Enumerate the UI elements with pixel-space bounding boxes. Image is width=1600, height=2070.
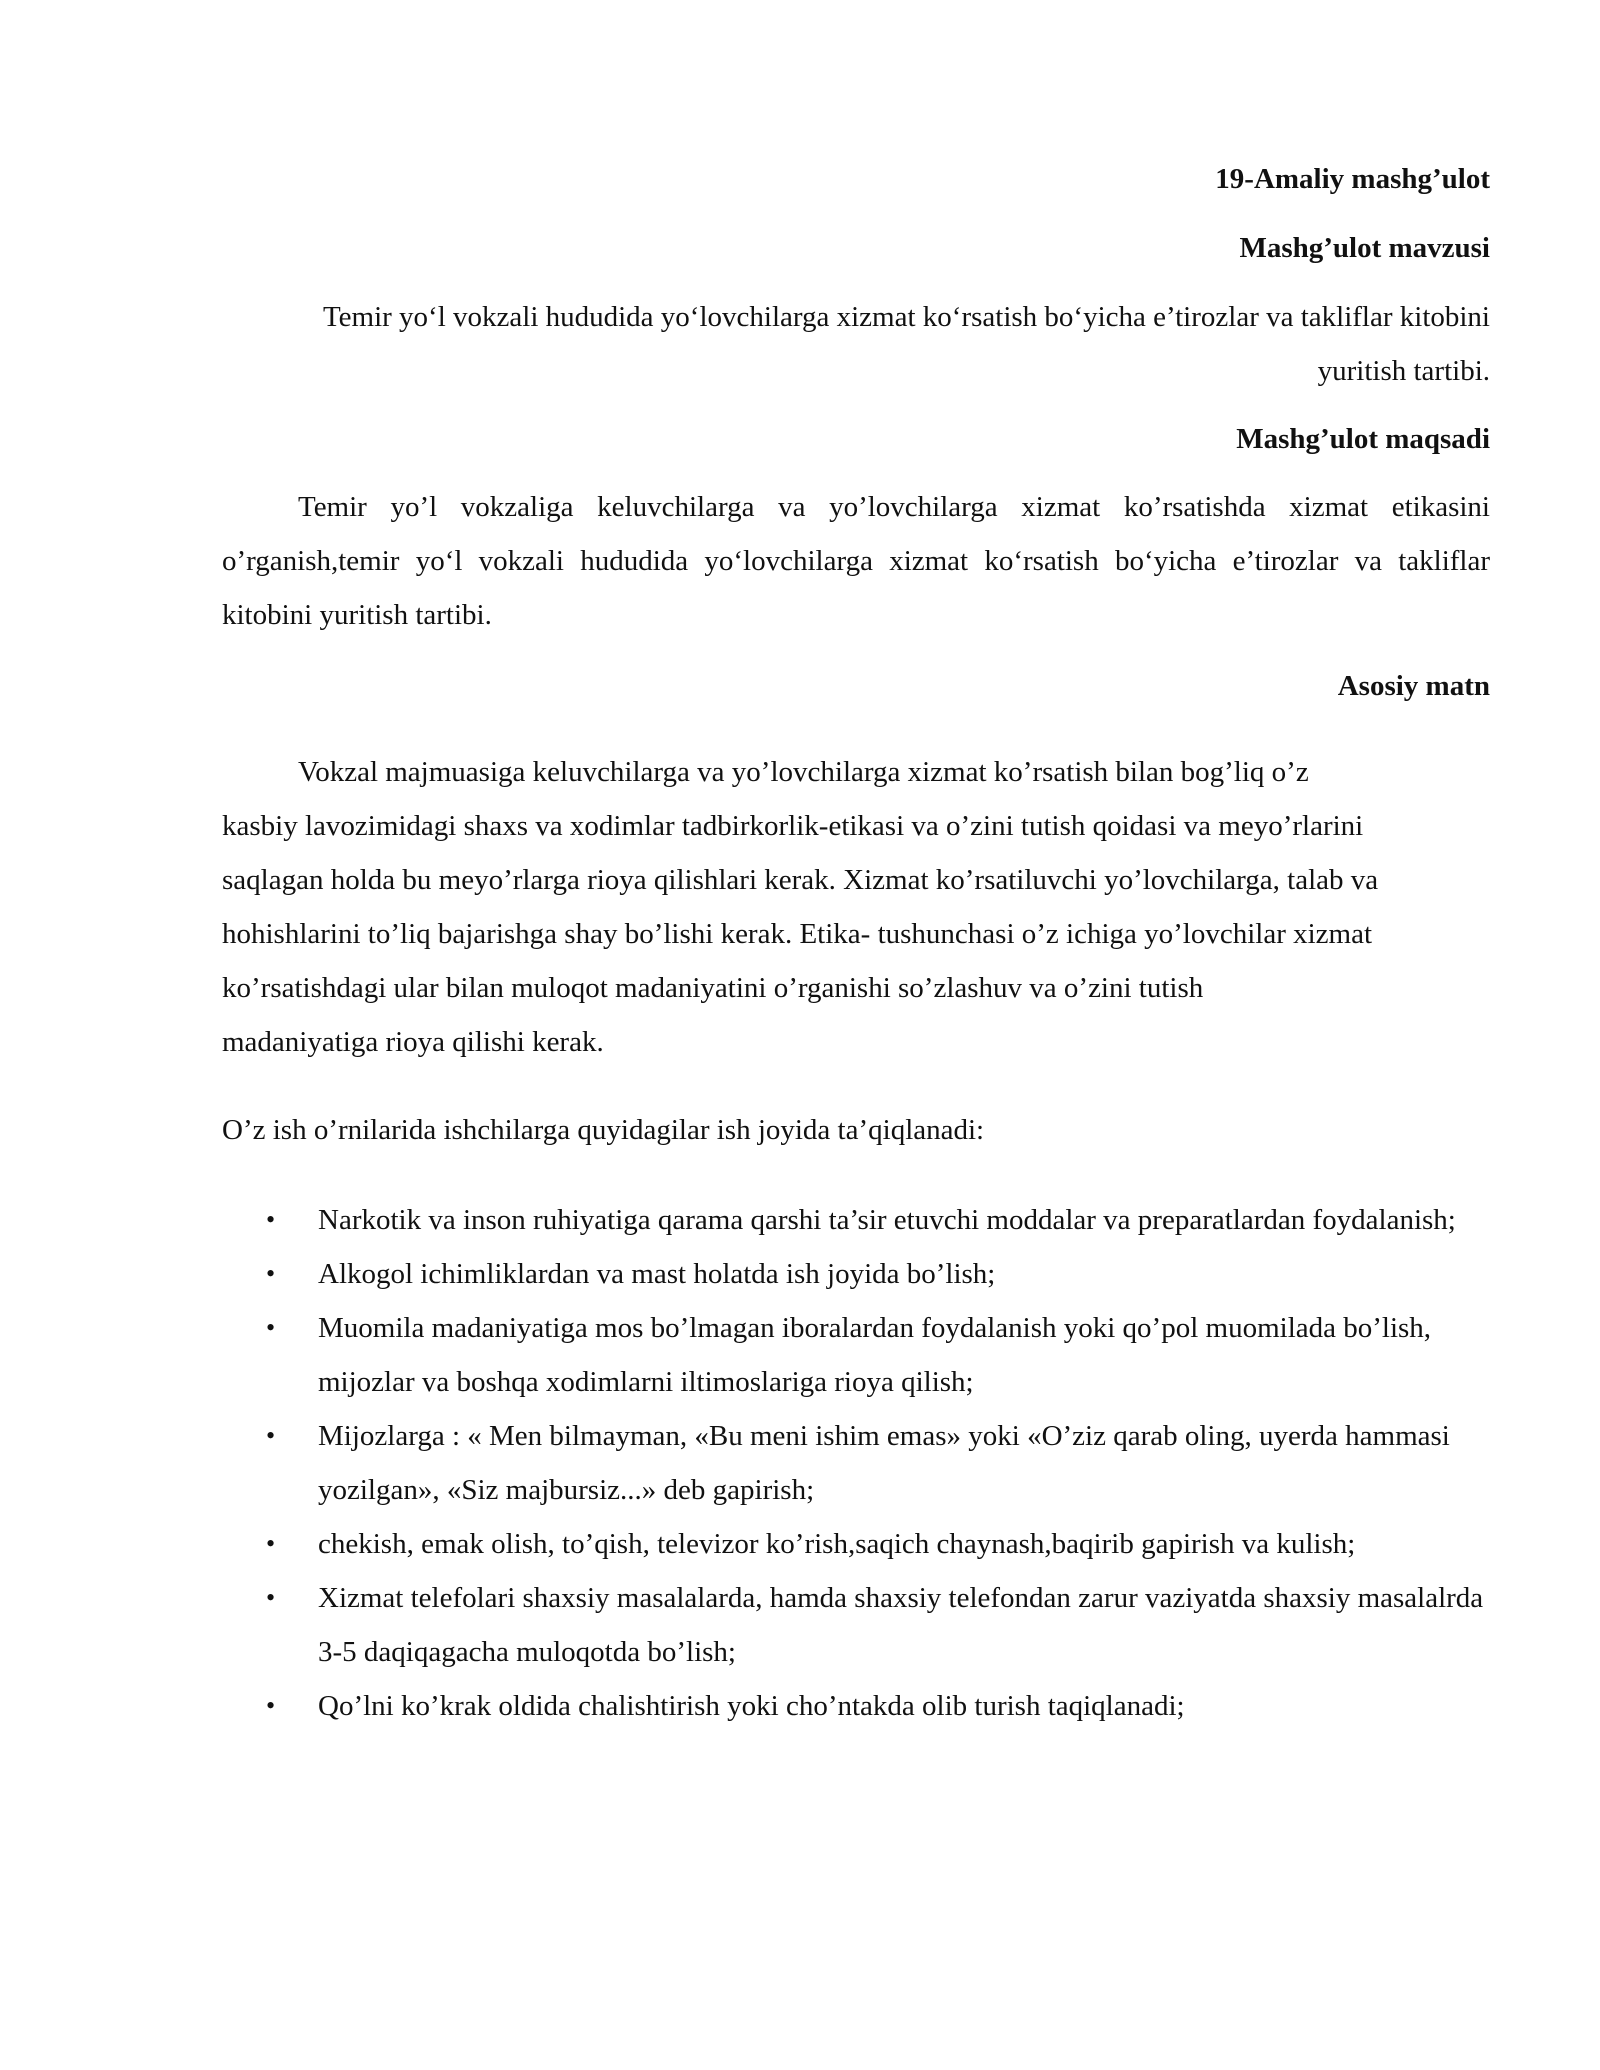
list-item-text: Muomila madaniyatiga mos bo’lmagan iboralardan foydalanish yoki qo’pol muomilada bo’lish, mijozlar va boshqa xodimlarni iltimoslariga rioya qilish; <box>318 1312 1432 1398</box>
goal-paragraph: Temir yo’l vokzaliga keluvchilarga va yo’lovchilarga xizmat ko’rsatishda xizmat etikasini o’rganish,temir yo‘l vokzali hududida yo‘lovchilarga xizmat ko‘rsatish bo‘yicha e’tirozlar va takliflar kitobini yuritish tartibi. <box>222 491 1490 631</box>
bullet-icon: • <box>266 1313 276 1342</box>
prohibited-list <box>222 1193 1490 1733</box>
list-item-text: Xizmat telefolari shaxsiy masalalarda, hamda shaxsiy telefondan zarur vaziyatda shaxsiy masalalrda 3-5 daqiqagacha muloqotda bo’lish; <box>318 1582 1484 1668</box>
list-item <box>222 1301 1490 1409</box>
goal-text <box>222 480 1490 642</box>
bullet-icon: • <box>266 1529 276 1558</box>
bullet-icon: • <box>266 1583 276 1612</box>
list-item-text: Mijozlarga : « Men bilmayman, «Bu meni ishim emas» yoki «O’ziz qarab oling, uyerda hammasi yozilgan», «Siz majbursiz...» deb gapirish; <box>318 1420 1450 1506</box>
list-item <box>222 1571 1490 1679</box>
list-item-text: chekish, emak olish, to’qish, televizor ko’rish,saqich chaynash,baqirib gapirish va kulish; <box>318 1528 1356 1560</box>
main-heading: Asosiy matn <box>1337 670 1490 702</box>
main-text-line: Vokzal majmuasiga keluvchilarga va yo’lovchilarga xizmat ko’rsatish bilan bog’liq o’z <box>298 756 1309 788</box>
prohibited-intro: O’z ish o’rnilarida ishchilarga quyidagilar ish joyida ta’qiqlanadi: <box>222 1114 985 1146</box>
list-item-text: Alkogol ichimliklardan va mast holatda ish joyida bo’lish; <box>318 1258 996 1290</box>
document-page <box>222 0 1490 2070</box>
bullet-icon: • <box>266 1259 276 1288</box>
list-item <box>222 1247 1490 1301</box>
bullet-icon: • <box>266 1691 276 1720</box>
topic-heading: Mashg’ulot mavzusi <box>1239 232 1490 264</box>
bullet-icon: • <box>266 1421 276 1450</box>
main-text-line: kasbiy lavozimidagi shaxs va xodimlar tadbirkorlik-etikasi va o’zini tutish qoidasi va meyo’rlarini <box>222 810 1364 842</box>
list-item-text: Narkotik va inson ruhiyatiga qarama qarshi ta’sir etuvchi moddalar va preparatlardan foydalanish; <box>318 1204 1456 1236</box>
goal-heading: Mashg’ulot maqsadi <box>1236 423 1490 455</box>
list-item <box>222 1193 1490 1247</box>
main-text <box>222 745 1490 1069</box>
topic-text: Temir yo‘l vokzali hududida yo‘lovchilarga xizmat ko‘rsatish bo‘yicha e’tirozlar va takliflar kitobini yuritish tartibi. <box>322 301 1490 387</box>
main-text-line: hohishlarini to’liq bajarishga shay bo’lishi kerak. Etika- tushunchasi o’z ichiga yo’lovchilar xizmat <box>222 918 1373 950</box>
main-text-line: saqlagan holda bu meyo’rlarga rioya qilishlari kerak. Xizmat ko’rsatiluvchi yo’lovchilarga, talab va <box>222 864 1379 896</box>
list-item <box>222 1517 1490 1571</box>
list-item-text: Qo’lni ko’krak oldida chalishtirish yoki cho’ntakda olib turish taqiqlanadi; <box>318 1690 1185 1722</box>
main-text-line: ko’rsatishdagi ular bilan muloqot madaniyatini o’rganishi so’zlashuv va o’zini tutish <box>222 972 1204 1004</box>
bullet-icon: • <box>266 1205 276 1234</box>
main-text-line: madaniyatiga rioya qilishi kerak. <box>222 1026 604 1058</box>
list-item <box>222 1679 1490 1733</box>
document-title: 19-Amaliy mashg’ulot <box>1215 163 1490 195</box>
list-item <box>222 1409 1490 1517</box>
